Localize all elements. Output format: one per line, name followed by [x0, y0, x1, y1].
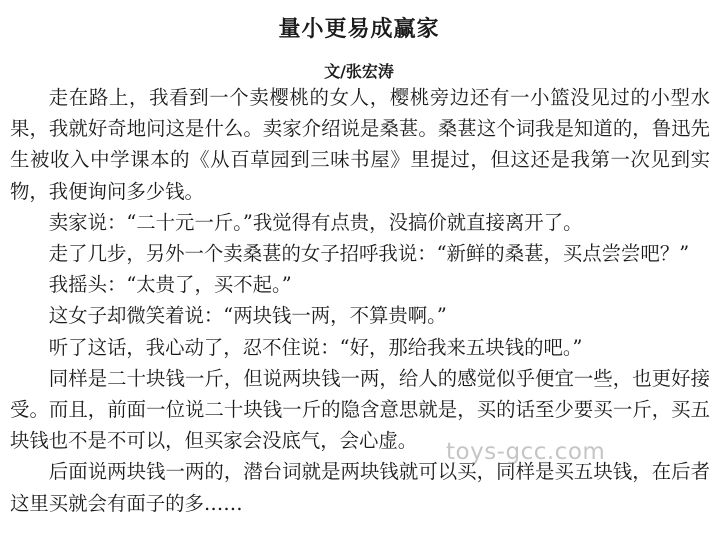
paragraph: 后面说两块钱一两的，潜台词就是两块钱就可以买，同样是买五块钱，在后者这里买就会有面子的多……	[10, 460, 710, 515]
paragraph: 这女子却微笑着说：“两块钱一两，不算贵啊。”	[48, 304, 447, 328]
paragraph: 同样是二十块钱一斤，但说两块钱一两，给人的感觉似乎便宜一些，也更好接受。而且，前面一位说二十块钱一斤的隐含意思就是，买的话至少要买一斤，买五块钱也不是不可以，但买家会没底气，会心虚。	[10, 366, 710, 453]
paragraph: 听了这话，我心动了，忍不住说：“好，那给我来五块钱的吧。”	[48, 335, 583, 359]
paragraph: 我摇头：“太贵了，买不起。”	[48, 273, 292, 297]
paragraph: 走在路上，我看到一个卖樱桃的女人，樱桃旁边还有一小篮没见过的小型水果，我就好奇地问这是什么。卖家介绍说是桑葚。桑葚这个词我是知道的，鲁迅先生被收入中学课本的《从百草园到三味书屋》里提过，但这还是我第一次见到实物，我便询问多少钱。	[10, 86, 710, 203]
paragraph: 卖家说：“二十元一斤。”我觉得有点贵，没搞价就直接离开了。	[48, 210, 583, 234]
paragraph: 走了几步，另外一个卖桑葚的女子招呼我说：“新鲜的桑葚，买点尝尝吧？”	[48, 242, 690, 266]
watermark: toys-gcc.com	[446, 439, 606, 465]
article-title: 量小更易成赢家	[278, 16, 440, 42]
article-author: 文/张宏涛	[324, 62, 394, 81]
